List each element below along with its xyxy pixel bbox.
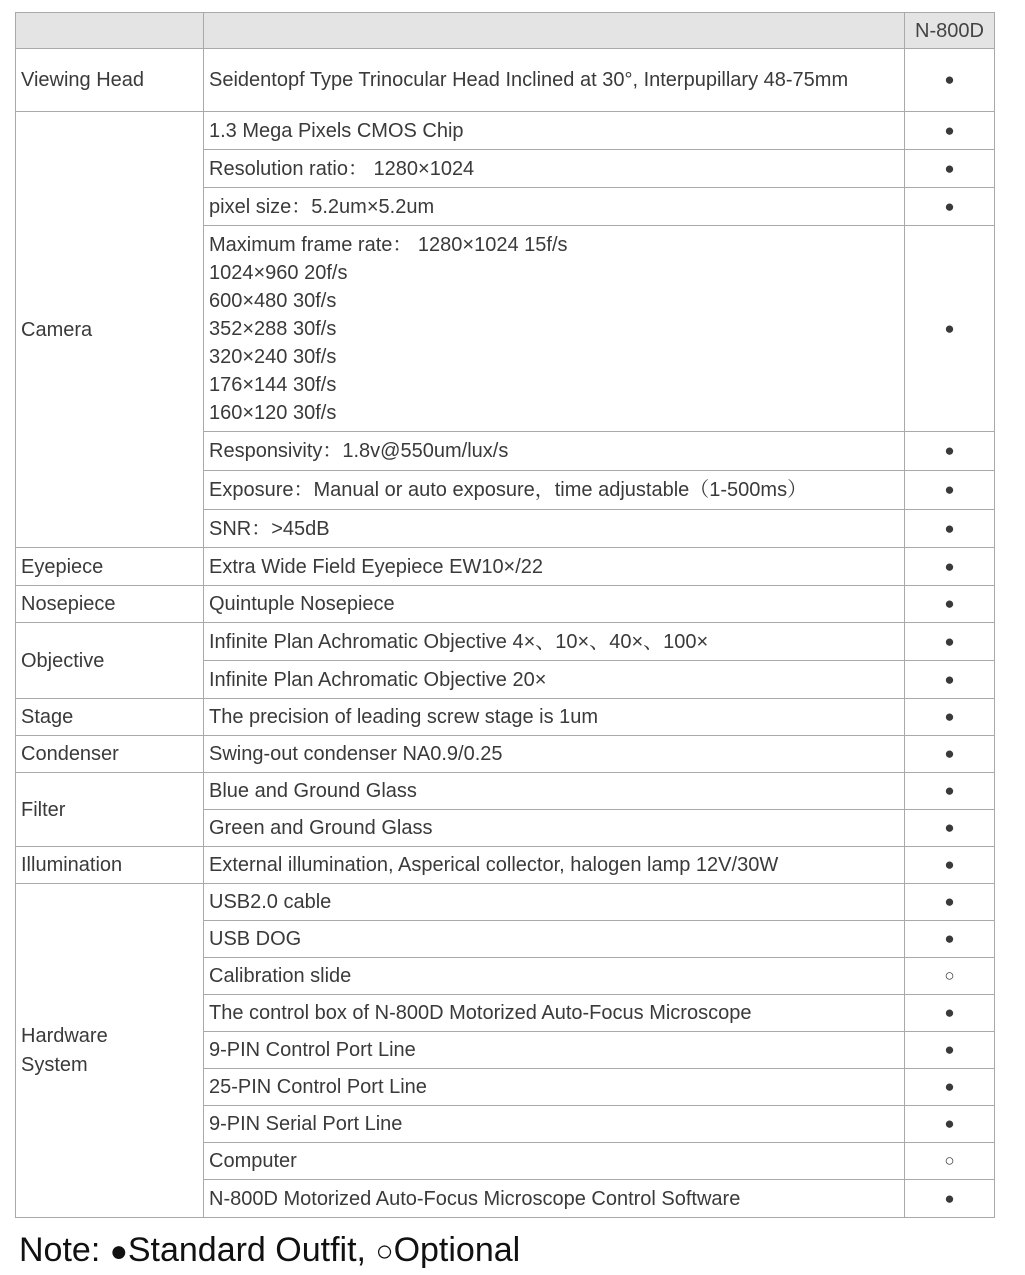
standard-mark-icon: ● — [905, 995, 995, 1032]
description-cell: Green and Ground Glass — [204, 810, 905, 847]
description-cell: Maximum frame rate： 1280×1024 15f/s 1024×960 20f/s 600×480 30f/s 352×288 30f/s 320×240 30f/s 176×144 30f/s 160×120 30f/s — [204, 226, 905, 432]
standard-mark-icon: ● — [905, 884, 995, 921]
standard-mark-icon: ● — [905, 510, 995, 548]
optional-mark-icon: ○ — [905, 1143, 995, 1180]
description-cell: N-800D Motorized Auto-Focus Microscope Control Software — [204, 1180, 905, 1218]
spec-table — [15, 12, 995, 1218]
table-row — [16, 586, 995, 623]
legend-note — [19, 1228, 520, 1274]
note-prefix: Note: — [19, 1231, 110, 1269]
standard-mark-icon: ● — [905, 623, 995, 661]
description-cell: Computer — [204, 1143, 905, 1180]
table-row — [16, 773, 995, 810]
description-cell: Infinite Plan Achromatic Objective 4×、10×、40×、100× — [204, 623, 905, 661]
standard-filled-dot-icon: ● — [109, 1235, 128, 1268]
standard-mark-icon: ● — [905, 1069, 995, 1106]
standard-mark-icon: ● — [905, 921, 995, 958]
standard-mark-icon: ● — [905, 432, 995, 471]
standard-outfit-label: Standard Outfit, — [127, 1231, 376, 1269]
description-cell: 9-PIN Control Port Line — [204, 1032, 905, 1069]
description-cell: The control box of N-800D Motorized Auto-Focus Microscope — [204, 995, 905, 1032]
description-cell: Exposure：Manual or auto exposure，time adjustable（1-500ms） — [204, 471, 905, 510]
header-description-cell — [204, 13, 905, 49]
standard-mark-icon: ● — [905, 1180, 995, 1218]
category-cell: Illumination — [16, 847, 204, 884]
category-cell: Camera — [16, 112, 204, 548]
description-cell: Seidentopf Type Trinocular Head Inclined at 30°, Interpupillary 48-75mm — [204, 49, 905, 112]
description-cell: The precision of leading screw stage is 1um — [204, 699, 905, 736]
category-cell: Stage — [16, 699, 204, 736]
description-cell: pixel size：5.2um×5.2um — [204, 188, 905, 226]
standard-mark-icon: ● — [905, 548, 995, 586]
category-cell: Condenser — [16, 736, 204, 773]
standard-mark-icon: ● — [905, 112, 995, 150]
description-cell: Swing-out condenser NA0.9/0.25 — [204, 736, 905, 773]
optional-mark-icon: ○ — [905, 958, 995, 995]
header-category-cell — [16, 13, 204, 49]
standard-mark-icon: ● — [905, 847, 995, 884]
optional-label: Optional — [393, 1231, 521, 1269]
table-row — [16, 736, 995, 773]
standard-mark-icon: ● — [905, 1032, 995, 1069]
description-cell: Responsivity：1.8v@550um/lux/s — [204, 432, 905, 471]
standard-mark-icon: ● — [905, 226, 995, 432]
standard-mark-icon: ● — [905, 810, 995, 847]
model-column-header: N-800D — [905, 13, 995, 49]
description-cell: Quintuple Nosepiece — [204, 586, 905, 623]
description-cell: External illumination, Asperical collector, halogen lamp 12V/30W — [204, 847, 905, 884]
description-cell: SNR：>45dB — [204, 510, 905, 548]
table-row — [16, 699, 995, 736]
table-row — [16, 623, 995, 661]
table-row — [16, 112, 995, 150]
category-cell: Nosepiece — [16, 586, 204, 623]
standard-mark-icon: ● — [905, 661, 995, 699]
standard-mark-icon: ● — [905, 773, 995, 810]
description-cell: USB DOG — [204, 921, 905, 958]
description-cell: 1.3 Mega Pixels CMOS Chip — [204, 112, 905, 150]
category-cell: Eyepiece — [16, 548, 204, 586]
category-cell: Hardware System — [16, 884, 204, 1218]
standard-mark-icon: ● — [905, 471, 995, 510]
spec-table-body — [16, 49, 995, 1218]
standard-mark-icon: ● — [905, 586, 995, 623]
standard-mark-icon: ● — [905, 49, 995, 112]
standard-mark-icon: ● — [905, 188, 995, 226]
description-cell: Infinite Plan Achromatic Objective 20× — [204, 661, 905, 699]
table-row — [16, 49, 995, 112]
table-row — [16, 847, 995, 884]
standard-mark-icon: ● — [905, 1106, 995, 1143]
description-cell: Calibration slide — [204, 958, 905, 995]
description-cell: Resolution ratio： 1280×1024 — [204, 150, 905, 188]
description-cell: Extra Wide Field Eyepiece EW10×/22 — [204, 548, 905, 586]
optional-hollow-dot-icon: ○ — [375, 1235, 394, 1268]
description-cell: 9-PIN Serial Port Line — [204, 1106, 905, 1143]
table-row — [16, 884, 995, 921]
table-row — [16, 548, 995, 586]
description-cell: 25-PIN Control Port Line — [204, 1069, 905, 1106]
standard-mark-icon: ● — [905, 150, 995, 188]
category-cell: Filter — [16, 773, 204, 847]
standard-mark-icon: ● — [905, 699, 995, 736]
category-cell: Objective — [16, 623, 204, 699]
description-cell: Blue and Ground Glass — [204, 773, 905, 810]
header-row — [16, 13, 995, 49]
description-cell: USB2.0 cable — [204, 884, 905, 921]
standard-mark-icon: ● — [905, 736, 995, 773]
category-cell: Viewing Head — [16, 49, 204, 112]
